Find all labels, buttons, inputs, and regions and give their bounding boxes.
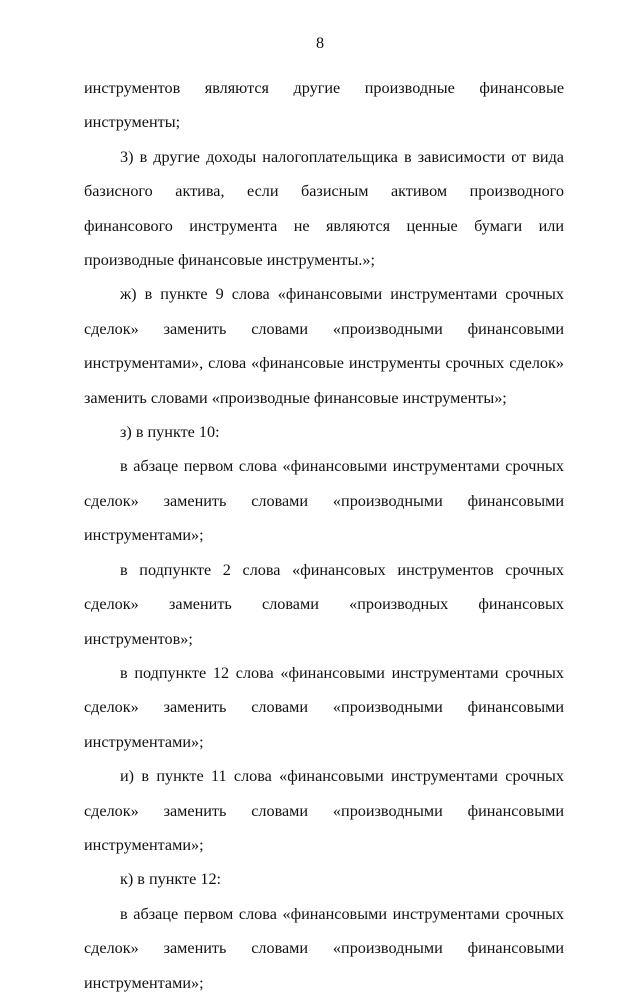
paragraph-item-i: и) в пункте 11 слова «финансовыми инструментами срочных сделок» заменить словами «производными финансовыми инструментами»; bbox=[84, 767, 564, 854]
paragraph-z-subitem-12: в подпункте 12 слова «финансовыми инструментами срочных сделок» заменить словами «производными финансовыми инструментами»; bbox=[84, 663, 564, 751]
document-body bbox=[84, 71, 564, 1000]
paragraph-item-k: к) в пункте 12: bbox=[120, 870, 222, 889]
paragraph-z-subitem-2: в подпункте 2 слова «финансовых инструментов срочных сделок» заменить словами «производных финансовых инструментов»; bbox=[84, 560, 564, 648]
paragraph-k-first-abzats: в абзаце первом слова «финансовыми инструментами срочных сделок» заменить словами «производными финансовыми инструментами»; bbox=[84, 904, 564, 992]
paragraph-item-z: з) в пункте 10: bbox=[120, 423, 220, 442]
paragraph-item-zh: ж) в пункте 9 слова «финансовыми инструментами срочных сделок» заменить словами «производными финансовыми инструментами», слова «финансовые инструменты срочных сделок» заменить словами «производные финансовые инструменты»; bbox=[84, 285, 564, 407]
paragraph-continuation: инструментов являются другие производные финансовые инструменты; bbox=[84, 79, 564, 132]
paragraph-z-first-abzats: в абзаце первом слова «финансовыми инструментами срочных сделок» заменить словами «производными финансовыми инструментами»; bbox=[84, 457, 564, 545]
paragraph-item-3: 3) в другие доходы налогоплательщика в зависимости от вида базисного актива, если базисным активом производного финансового инструмента не являются ценные бумаги или производные финансовые инструменты.»; bbox=[84, 147, 564, 270]
page-number: 8 bbox=[315, 34, 325, 52]
